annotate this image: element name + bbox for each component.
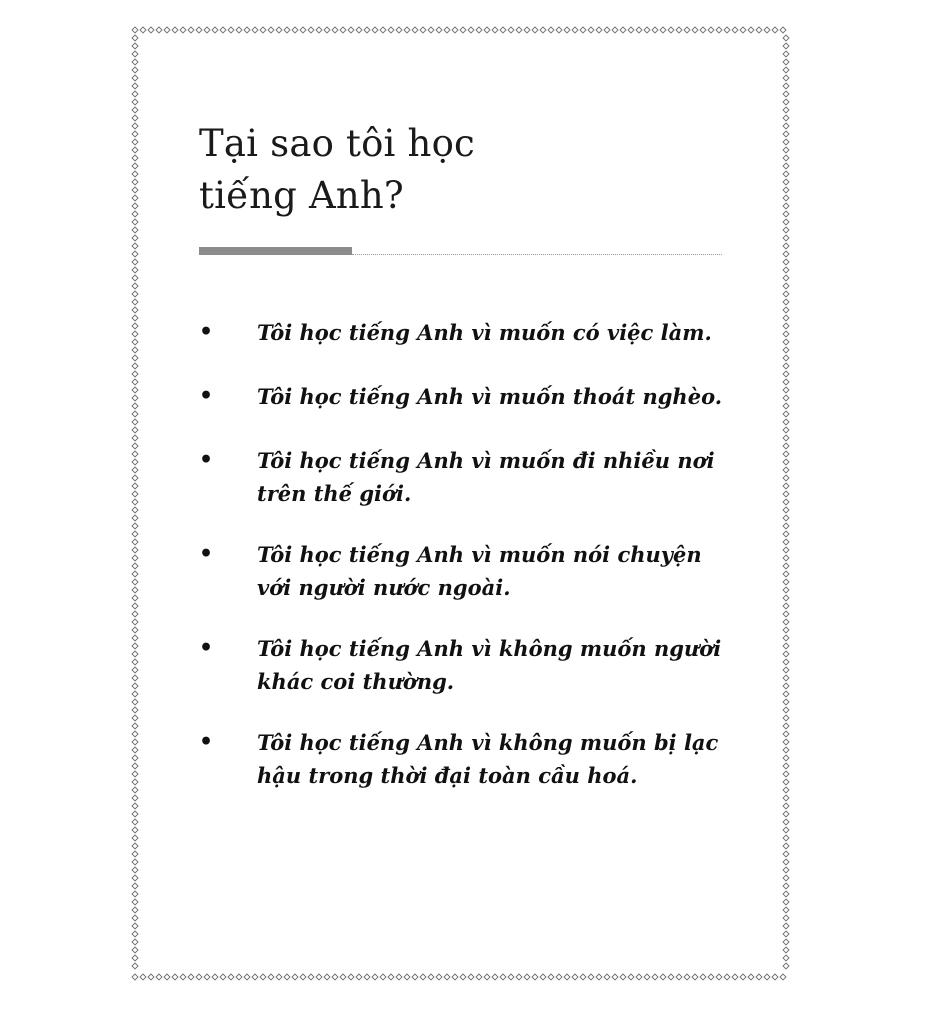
page-title (199, 118, 719, 222)
title-line-1: Tại sao tôi học (199, 122, 475, 165)
reason-text: Tôi học tiếng Anh vì muốn có việc làm. (257, 320, 712, 345)
list-item (199, 380, 729, 413)
reason-text: Tôi học tiếng Anh vì muốn đi nhiều nơi trên thế giới. (257, 448, 715, 506)
bullet-icon: • (199, 729, 214, 755)
reason-text: Tôi học tiếng Anh vì không muốn bị lạc hậu trong thời đại toàn cầu hoá. (257, 730, 719, 788)
list-item (199, 444, 729, 510)
bullet-icon: • (199, 447, 214, 473)
list-item (199, 632, 729, 698)
title-underline-bar (199, 247, 352, 255)
list-item (199, 316, 729, 349)
title-underline-dotted (352, 254, 722, 255)
reason-text: Tôi học tiếng Anh vì không muốn người khác coi thường. (257, 636, 722, 694)
reasons-list (199, 316, 729, 792)
bullet-icon: • (199, 635, 214, 661)
bullet-icon: • (199, 319, 214, 345)
reason-text: Tôi học tiếng Anh vì muốn thoát nghèo. (257, 384, 723, 409)
list-item (199, 538, 729, 604)
bullet-icon: • (199, 541, 214, 567)
title-line-2: tiếng Anh? (199, 174, 404, 217)
title-underline (199, 247, 722, 257)
reason-text: Tôi học tiếng Anh vì muốn nói chuyện với người nước ngoài. (257, 542, 702, 600)
list-item (199, 726, 729, 792)
bullet-icon: • (199, 383, 214, 409)
